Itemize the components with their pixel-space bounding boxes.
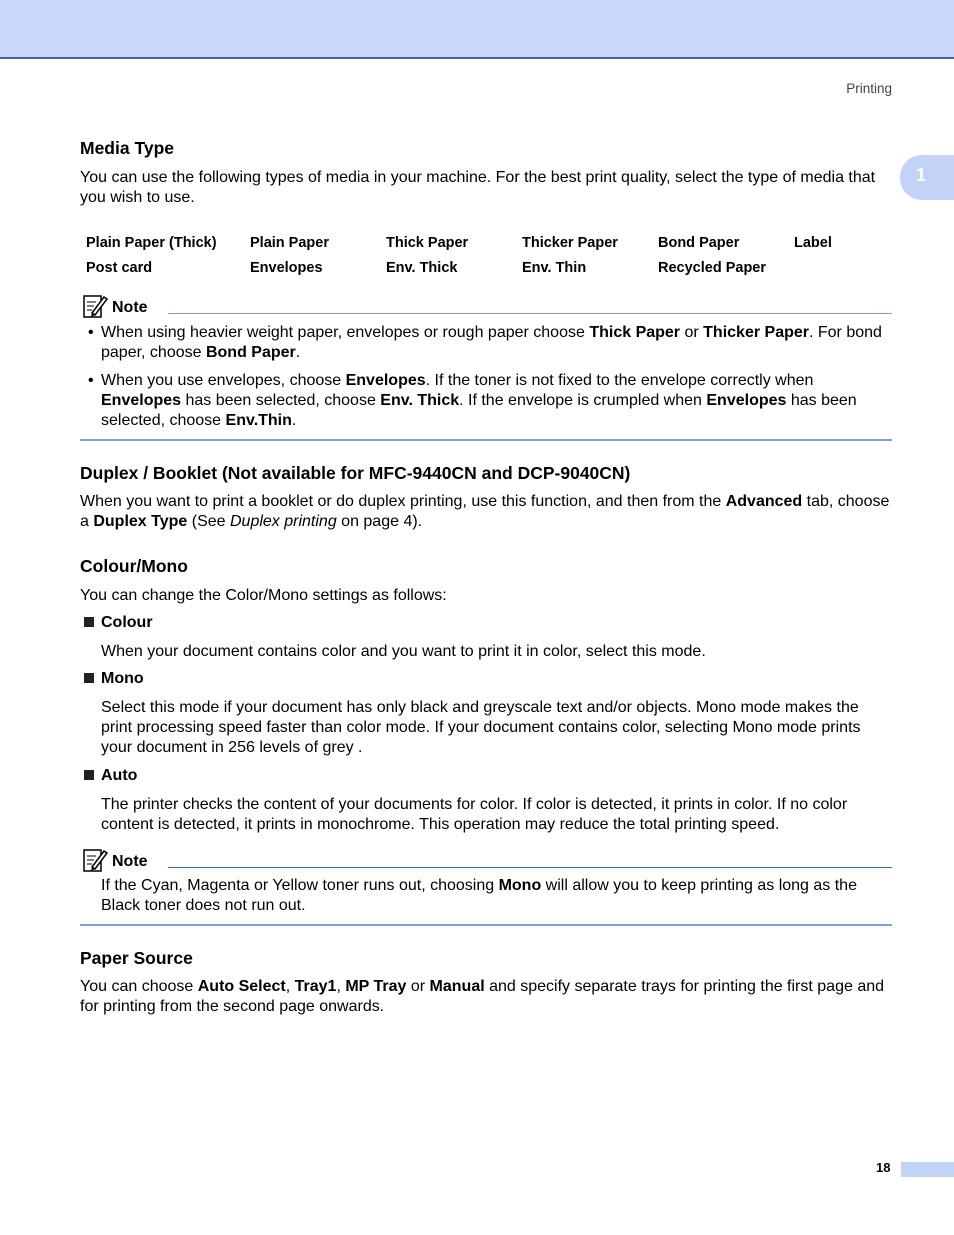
list-item-label: Mono — [84, 670, 144, 688]
table-row — [80, 255, 838, 280]
note-label: Note — [112, 299, 148, 316]
paper-source-text: You can choose Auto Select, Tray1, MP Tray or Manual and specify separate trays for printing the first page and for printing from the second page onwards. — [80, 978, 885, 1015]
duplex-heading: Duplex / Booklet (Not available for MFC-9440CN and DCP-9040CN) — [80, 463, 631, 483]
square-bullet-icon — [84, 617, 94, 627]
page-number: 18 — [876, 1160, 891, 1175]
table-cell: Plain Paper — [250, 234, 329, 251]
note-label: Note — [112, 853, 148, 870]
running-head: Printing — [846, 81, 892, 96]
note-bullet: • When you use envelopes, choose Envelopes. If the toner is not fixed to the envelope correctly when Envelopes has been selected, choose Env. Thick. If the envelope is crumpled when Envelopes has been selected, choose Env.Thin. — [88, 372, 857, 429]
table-cell: Label — [794, 234, 832, 251]
header-band — [0, 0, 954, 59]
note-pencil-icon — [82, 847, 108, 873]
media-type-heading: Media Type — [80, 138, 175, 158]
colour-mono-intro: You can change the Color/Mono settings as follows: — [80, 587, 447, 604]
table-cell — [788, 255, 838, 280]
list-item-label: Colour — [84, 614, 153, 632]
note-end-divider — [80, 439, 892, 441]
list-item-text: The printer checks the content of your documents for color. If color is detected, it prints in color. If no color content is detected, it prints in monochrome. This operation may reduce the total printing speed. — [101, 796, 848, 833]
square-bullet-icon — [84, 673, 94, 683]
list-item-text: Select this mode if your document has only black and greyscale text and/or objects. Mono mode makes the print processing speed faster than color mode. If your document contains color, selecting Mono mode prints your document in 256 levels of grey . — [101, 699, 861, 756]
chapter-tab — [900, 155, 954, 200]
note-header — [82, 293, 892, 319]
note-header — [82, 847, 892, 873]
note-divider — [168, 313, 892, 314]
colour-mono-heading: Colour/Mono — [80, 556, 188, 576]
media-type-table — [80, 230, 838, 280]
duplex-printing-link[interactable]: Duplex printing — [229, 513, 337, 530]
table-cell: Post card — [86, 259, 153, 276]
table-cell: Env. Thick — [386, 259, 458, 276]
table-cell: Thick Paper — [386, 234, 469, 251]
note-text: If the Cyan, Magenta or Yellow toner runs out, choosing Mono will allow you to keep printing as long as the Black toner does not run out. — [101, 877, 857, 914]
note-bullet: • When using heavier weight paper, envelopes or rough paper choose Thick Paper or Thicker Paper. For bond paper, choose Bond Paper. — [88, 324, 882, 361]
note-pencil-icon — [82, 293, 108, 319]
table-cell: Recycled Paper — [658, 259, 767, 276]
page-tab — [901, 1162, 954, 1177]
chapter-number: 1 — [916, 165, 927, 185]
note-divider — [168, 867, 892, 868]
paper-source-heading: Paper Source — [80, 948, 193, 968]
table-cell: Thicker Paper — [522, 234, 618, 251]
table-row — [80, 230, 838, 255]
table-cell: Bond Paper — [658, 234, 740, 251]
table-cell: Envelopes — [250, 259, 323, 276]
table-cell: Env. Thin — [522, 259, 587, 276]
square-bullet-icon — [84, 770, 94, 780]
list-item-text: When your document contains color and you want to print it in color, select this mode. — [101, 643, 706, 660]
duplex-text: When you want to print a booklet or do duplex printing, use this function, and then from the Advanced tab, choose a Duplex Type (See Duplex printing on page 4). — [80, 493, 890, 530]
list-item-label: Auto — [84, 767, 137, 785]
table-cell: Plain Paper (Thick) — [86, 234, 217, 251]
media-type-intro: You can use the following types of media in your machine. For the best print quality, select the type of media that you wish to use. — [80, 169, 876, 206]
note-end-divider — [80, 924, 892, 926]
